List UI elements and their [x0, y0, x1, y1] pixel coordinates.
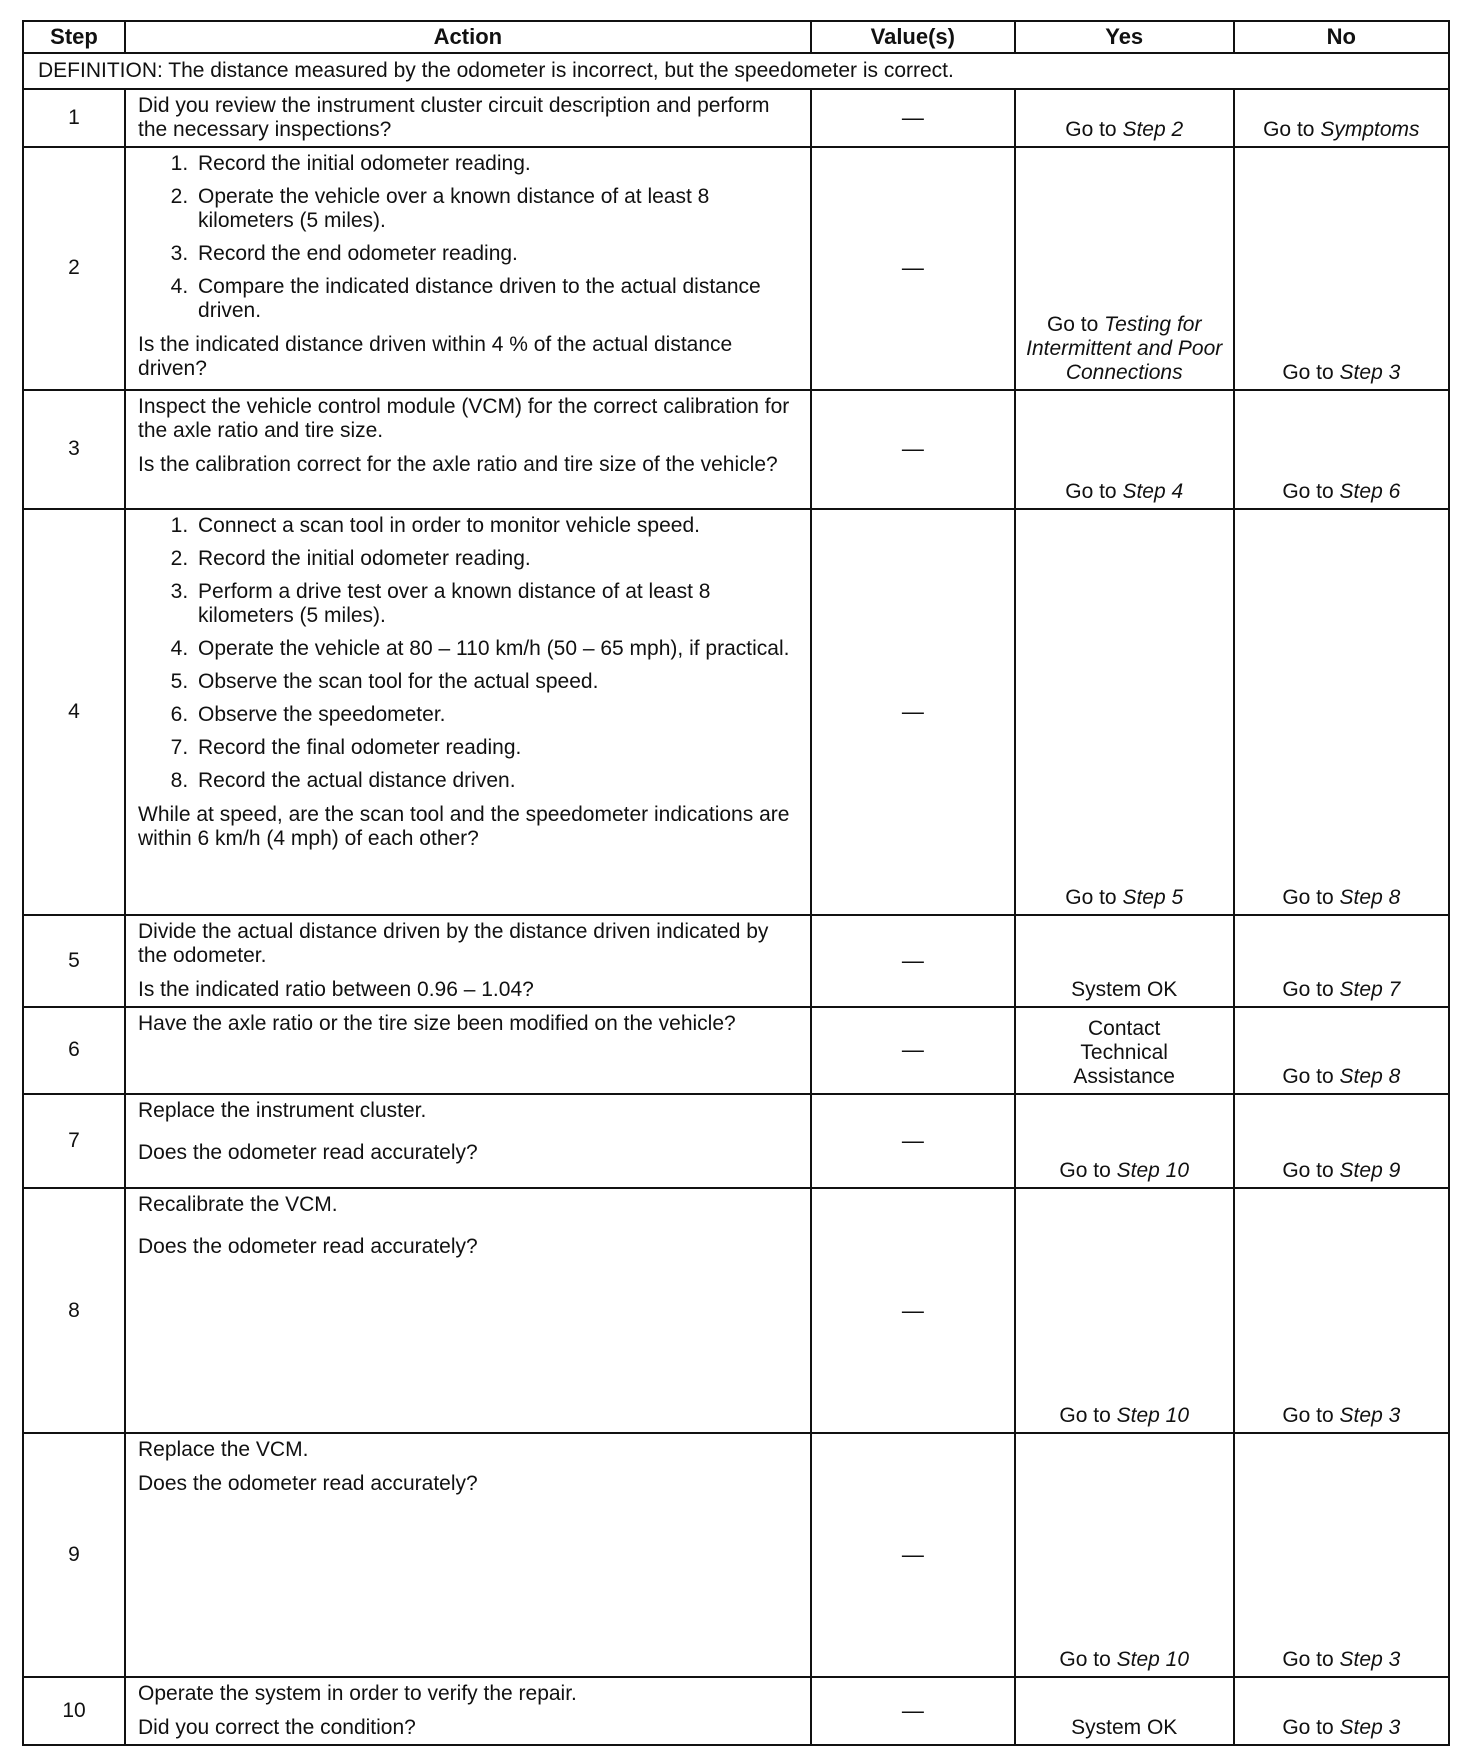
no-cell: [1234, 1007, 1449, 1093]
list-item: 3. Perform a drive test over a known distance of at least 8 kilometers (5 miles).: [194, 580, 802, 628]
step-number: 7: [23, 1094, 125, 1188]
value-cell: —: [811, 509, 1015, 915]
goto-label: Go to: [1059, 1647, 1111, 1671]
step-number: 5: [23, 915, 125, 1007]
goto-ref: Step 3: [1339, 360, 1401, 384]
action-cell: [125, 89, 811, 146]
goto-ref: Step 10: [1116, 1404, 1190, 1428]
step-number: 1: [23, 89, 125, 146]
action-cell: [125, 1094, 811, 1188]
yes-cell: [1015, 89, 1234, 146]
step-number: 10: [23, 1677, 125, 1745]
list-item: 7. Record the final odometer reading.: [194, 736, 802, 760]
action-cell: [125, 390, 811, 509]
goto-label: Go to: [1065, 885, 1117, 909]
action-question: Is the indicated distance driven within 4 % of the actual distance driven?: [138, 332, 733, 380]
yes-cell: [1015, 1433, 1234, 1676]
action-list: [138, 152, 802, 323]
table-row: [23, 89, 1449, 146]
list-item: 8. Record the actual distance driven.: [194, 769, 802, 793]
table-row: [23, 1188, 1449, 1433]
yes-cell: [1015, 147, 1234, 390]
action-question: Have the axle ratio or the tire size been modified on the vehicle?: [138, 1012, 736, 1036]
action-question: Is the indicated ratio between 0.96 – 1.04?: [138, 977, 534, 1001]
table-row: [23, 147, 1449, 390]
no-cell: [1234, 1433, 1449, 1676]
table-row: [23, 915, 1449, 1007]
goto-ref: Step 10: [1116, 1159, 1190, 1183]
list-item: 1. Connect a scan tool in order to monitor vehicle speed.: [194, 514, 802, 538]
yes-cell: [1015, 509, 1234, 915]
goto-ref: Step 7: [1339, 978, 1401, 1002]
no-cell: [1234, 509, 1449, 915]
header-values: Value(s): [811, 21, 1015, 53]
goto-label: Go to: [1282, 978, 1334, 1002]
yes-cell: [1015, 1188, 1234, 1433]
action-cell: [125, 1188, 811, 1433]
action-text: Recalibrate the VCM.: [138, 1193, 338, 1217]
header-no: No: [1234, 21, 1449, 53]
definition-row: [23, 53, 1449, 89]
table-row: [23, 1094, 1449, 1188]
goto-label: Go to: [1263, 117, 1315, 141]
action-cell: [125, 1007, 811, 1093]
list-item: 5. Observe the scan tool for the actual speed.: [194, 670, 802, 694]
yes-cell: System OK: [1015, 915, 1234, 1007]
action-text: Divide the actual distance driven by the distance driven indicated by the odometer.: [138, 919, 769, 967]
action-text: Replace the VCM.: [138, 1438, 309, 1462]
list-item: 4. Compare the indicated distance driven to the actual distance driven.: [194, 275, 802, 323]
no-cell: [1234, 147, 1449, 390]
action-question: Is the calibration correct for the axle ratio and tire size of the vehicle?: [138, 452, 778, 476]
goto-label: Go to: [1282, 479, 1334, 503]
action-text: Operate the system in order to verify the repair.: [138, 1681, 577, 1705]
table-row: [23, 390, 1449, 509]
definition-text: DEFINITION: The distance measured by the odometer is incorrect, but the speedometer is correct.: [23, 53, 1449, 89]
goto-label: Go to: [1282, 885, 1334, 909]
goto-label: Go to: [1282, 1064, 1334, 1088]
value-cell: —: [811, 1677, 1015, 1745]
goto-label: Go to: [1059, 1159, 1111, 1183]
goto-label: Go to: [1282, 1716, 1334, 1739]
goto-ref: Step 10: [1116, 1647, 1190, 1671]
header-step: Step: [23, 21, 125, 53]
no-cell: [1234, 1677, 1449, 1745]
yes-text: Contact Technical Assistance: [1073, 1016, 1175, 1088]
action-question: Does the odometer read accurately?: [138, 1140, 478, 1164]
yes-cell: [1015, 1094, 1234, 1188]
list-item: 6. Observe the speedometer.: [194, 703, 802, 727]
value-cell: —: [811, 390, 1015, 509]
list-item: 2. Record the initial odometer reading.: [194, 547, 802, 571]
no-cell: [1234, 915, 1449, 1007]
header-yes: Yes: [1015, 21, 1234, 53]
table-row: [23, 1007, 1449, 1093]
no-cell: [1234, 1188, 1449, 1433]
action-question: Does the odometer read accurately?: [138, 1235, 478, 1259]
action-text: Inspect the vehicle control module (VCM) for the correct calibration for the axle ratio and tire size.: [138, 394, 790, 442]
step-number: 9: [23, 1433, 125, 1676]
step-number: 8: [23, 1188, 125, 1433]
goto-ref: Testing for Intermittent and Poor Connections: [1026, 312, 1223, 384]
goto-label: Go to: [1059, 1404, 1111, 1428]
action-text: Replace the instrument cluster.: [138, 1098, 427, 1122]
value-cell: —: [811, 89, 1015, 146]
step-number: 2: [23, 147, 125, 390]
goto-ref: Symptoms: [1320, 117, 1420, 141]
value-cell: —: [811, 1188, 1015, 1433]
list-item: 4. Operate the vehicle at 80 – 110 km/h (50 – 65 mph), if practical.: [194, 637, 802, 661]
action-cell: [125, 915, 811, 1007]
value-cell: —: [811, 147, 1015, 390]
goto-ref: Step 3: [1339, 1404, 1401, 1428]
goto-label: Go to: [1282, 1404, 1334, 1428]
header-action: Action: [125, 21, 811, 53]
yes-cell: [1015, 1007, 1234, 1093]
goto-ref: Step 8: [1339, 885, 1401, 909]
action-question: While at speed, are the scan tool and the speedometer indications are within 6 km/h (4 mph) of each other?: [138, 802, 790, 850]
step-number: 4: [23, 509, 125, 915]
goto-ref: Step 2: [1122, 117, 1184, 141]
goto-label: Go to: [1065, 479, 1117, 503]
action-cell: [125, 147, 811, 390]
list-item: 3. Record the end odometer reading.: [194, 242, 802, 266]
yes-cell: System OK: [1015, 1677, 1234, 1745]
value-cell: —: [811, 1433, 1015, 1676]
action-question: Did you correct the condition?: [138, 1715, 416, 1739]
action-list: [138, 514, 802, 793]
goto-ref: Step 3: [1339, 1647, 1401, 1671]
value-cell: —: [811, 915, 1015, 1007]
no-cell: [1234, 390, 1449, 509]
action-question: Did you review the instrument cluster circuit description and perform the necessary inspections?: [138, 94, 770, 142]
value-cell: —: [811, 1007, 1015, 1093]
goto-ref: Step 6: [1339, 479, 1401, 503]
table-row: [23, 1433, 1449, 1676]
goto-ref: Step 8: [1339, 1064, 1401, 1088]
list-item: 1. Record the initial odometer reading.: [194, 152, 802, 176]
goto-ref: Step 9: [1339, 1159, 1401, 1183]
goto-label: Go to: [1046, 312, 1099, 336]
goto-label: Go to: [1282, 1647, 1334, 1671]
goto-label: Go to: [1282, 1159, 1334, 1183]
action-cell: [125, 509, 811, 915]
goto-ref: Step 3: [1339, 1716, 1401, 1739]
table-row: [23, 1677, 1449, 1745]
step-number: 3: [23, 390, 125, 509]
action-cell: [125, 1433, 811, 1676]
table-row: [23, 509, 1449, 915]
list-item: 2. Operate the vehicle over a known distance of at least 8 kilometers (5 miles).: [194, 185, 802, 233]
goto-label: Go to: [1065, 117, 1117, 141]
action-question: Does the odometer read accurately?: [138, 1472, 478, 1496]
goto-label: Go to: [1282, 360, 1334, 384]
value-cell: —: [811, 1094, 1015, 1188]
no-cell: [1234, 1094, 1449, 1188]
yes-cell: [1015, 390, 1234, 509]
goto-ref: Step 5: [1122, 885, 1184, 909]
no-cell: [1234, 89, 1449, 146]
step-number: 6: [23, 1007, 125, 1093]
goto-ref: Step 4: [1122, 479, 1184, 503]
header-row: [23, 21, 1449, 53]
action-cell: [125, 1677, 811, 1745]
diagnostic-table: [22, 20, 1450, 1746]
